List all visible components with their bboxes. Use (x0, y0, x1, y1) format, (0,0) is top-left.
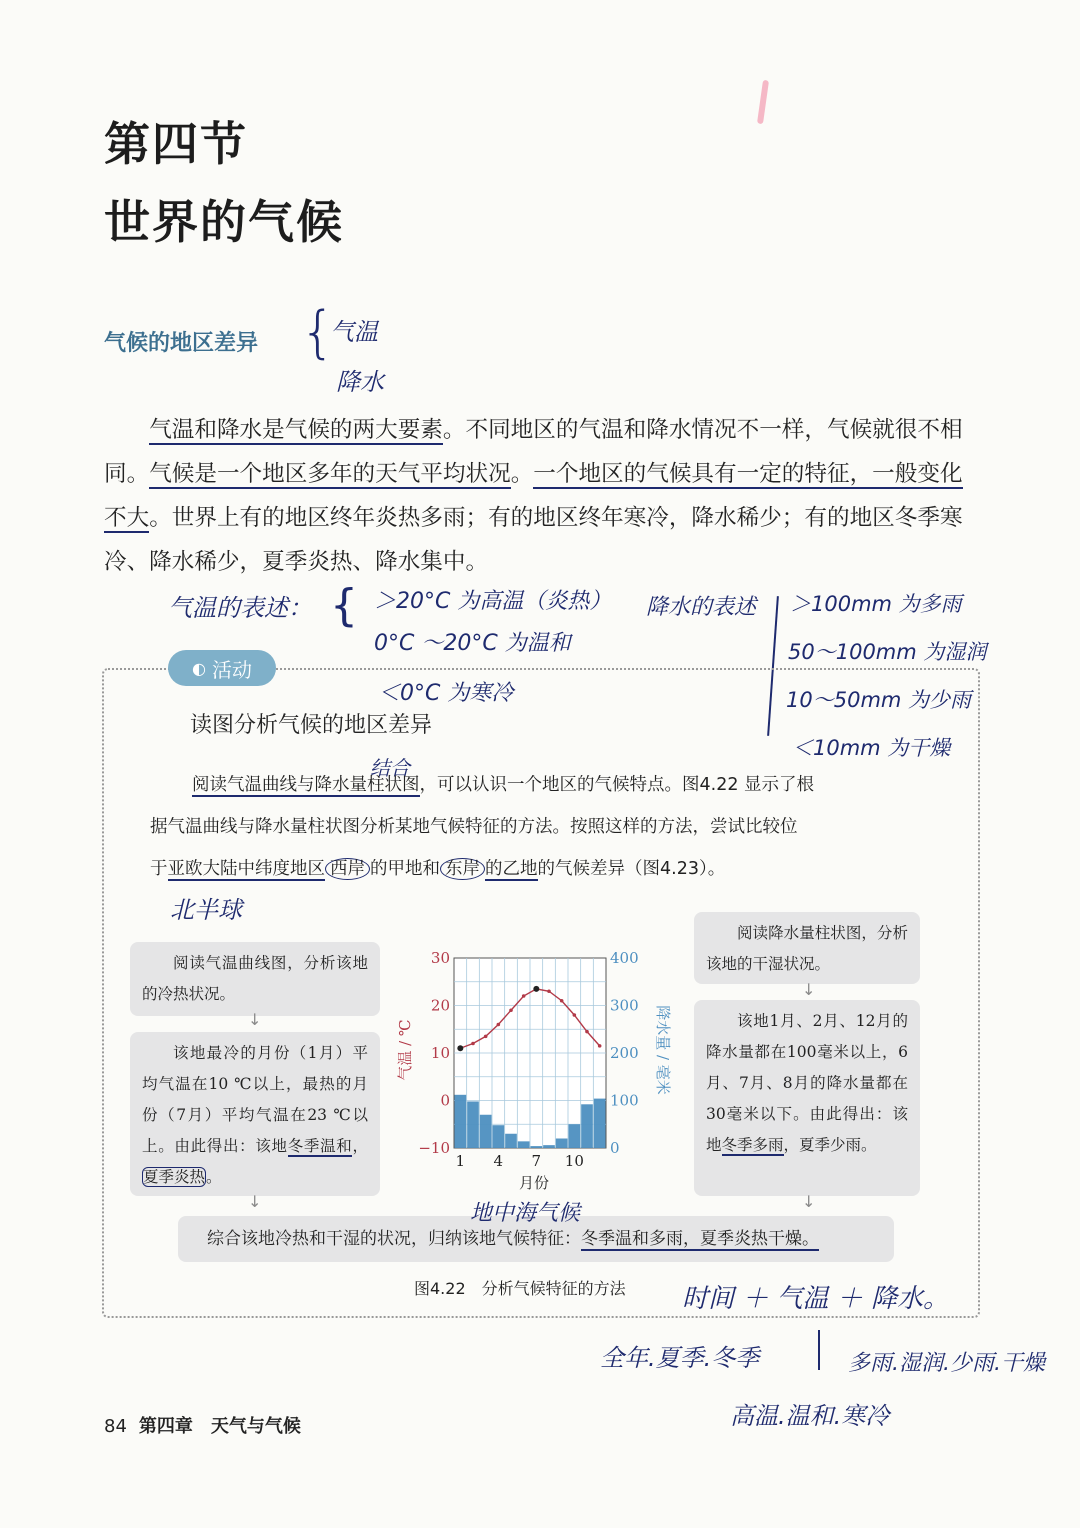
temp-axis-label: 气温 / ℃ (396, 1019, 414, 1081)
temp-tick-label: −10 (418, 1139, 450, 1157)
precip-tick-label: 300 (610, 996, 639, 1015)
left-box-1-text: 阅读气温曲线图，分析该地的冷热状况。 (142, 954, 368, 1003)
highlighter-mark (757, 80, 769, 124)
precip-bar (531, 1146, 543, 1148)
precip-tick-label: 100 (610, 1091, 639, 1110)
temp-tick-label: 10 (430, 1044, 450, 1062)
temperature-point (560, 999, 564, 1003)
text-segment: 据气温曲线与降水量柱状图分析某地气候特征的方法。按照这样的方法，尝试比较位 (150, 817, 798, 837)
left-box-2-text: 该地最冷的月份（1月）平均气温在10 ℃以上，最热的月份（7月）平均气温在23 ℃以上。由此得出：该地 (142, 1044, 368, 1155)
right-box-2-text: 该地1月、2月、12月的降水量都在100毫米以上，6月、7月、8月的降水量都在30毫米以下。由此得出：该地 (706, 1012, 908, 1154)
page-number: 84 (104, 1416, 127, 1437)
precip-bar (581, 1104, 593, 1148)
temperature-point (573, 1013, 577, 1017)
temp-note-line: ＞20°C 为高温（炎热） (374, 589, 612, 614)
body-paragraph (104, 408, 984, 584)
month-axis-ticks (456, 1152, 584, 1170)
text-segment: ， (352, 1137, 368, 1155)
note-temperature: 气温 (330, 318, 378, 346)
activity-title: 读图分析气候的地区差异 (190, 713, 433, 738)
precip-note-line: 50～100mm 为湿润 (788, 640, 987, 664)
temperature-point (585, 1030, 589, 1034)
note-north-hemisphere: 北半球 (170, 896, 242, 924)
precip-tick-label: 0 (610, 1139, 620, 1157)
climate-chart (392, 940, 692, 1200)
precip-bar (543, 1145, 555, 1148)
activity-underline: 阅读气温曲线与降水量柱状图 (192, 775, 420, 795)
note-formula: 时间 ＋ 气温 ＋ 降水。 (682, 1284, 950, 1314)
month-axis-label: 月份 (518, 1174, 550, 1192)
temp-tick-label: 0 (440, 1091, 450, 1110)
text-segment: ，可以认识一个地区的气候特点。图4.22 显示了根 (419, 775, 815, 795)
activity-tag (168, 650, 276, 686)
activity-paragraph (150, 764, 950, 890)
underline-place: 的乙地 (485, 859, 538, 879)
precip-bar (455, 1095, 467, 1148)
underline-3: 一个地区的气候具有一定的特征，一般变化不大 (104, 461, 963, 531)
summary-conclusion: 冬季温和多雨，夏季炎热干燥。 (581, 1229, 819, 1249)
precip-bar (480, 1115, 492, 1148)
section-number: 第四节 (104, 117, 248, 171)
figure-title: 分析气候特征的方法 (481, 1279, 626, 1298)
temp-note-line: 0°C ～20°C 为温和 (374, 631, 571, 656)
text-segment: ，夏季少雨。 (783, 1136, 877, 1154)
note-temp: 高温.温和.寒冷 (730, 1402, 890, 1430)
section-heading: 气候的地区差异 (104, 330, 259, 356)
summary-text: 综合该地冷热和干湿的状况，归纳该地气候特征： (207, 1229, 581, 1249)
page-footer (104, 1412, 301, 1438)
text-segment: 。不同地区的气温和降水情况不一样，气候就很不相同。 (104, 417, 963, 487)
activity-icon: ◐ (192, 658, 206, 678)
figure-number: 图4.22 (414, 1279, 466, 1298)
right-box-2 (694, 1000, 920, 1196)
precip-bar (594, 1099, 606, 1148)
page-title: 世界的气候 (104, 195, 344, 249)
text-segment: 于 (150, 859, 168, 879)
precip-bar (493, 1125, 505, 1148)
brace-icon: { (330, 580, 358, 631)
temp-note-line: ＜0°C 为寒冷 (378, 681, 514, 706)
temp-tick-label: 30 (430, 949, 450, 967)
precip-bar (505, 1134, 517, 1148)
note-combined: 结合 (370, 756, 410, 780)
month-tick-label: 7 (531, 1152, 542, 1170)
arrow-down-icon: ↓ (248, 1010, 262, 1029)
figure-caption (414, 1276, 626, 1299)
winter-mild: 冬季温和 (287, 1137, 353, 1155)
precip-bar (556, 1139, 568, 1149)
temperature-point (598, 1044, 602, 1048)
text-segment: 。 (510, 461, 534, 487)
precip-tick-label: 200 (610, 1044, 639, 1062)
brace-icon: { (300, 300, 336, 365)
precip-notes-label: 降水的表述 (646, 595, 757, 620)
left-box-1 (130, 942, 380, 1016)
note-precip: 多雨.湿润.少雨.干燥 (848, 1351, 1045, 1376)
month-tick-label: 10 (564, 1152, 584, 1170)
circled-east-coast: 东岸 (440, 858, 485, 880)
month-tick-label: 1 (455, 1152, 466, 1170)
temp-notes-label: 气温的表述： (168, 594, 312, 622)
temperature-point (497, 1023, 501, 1027)
arrow-down-icon: ↓ (802, 980, 816, 999)
precip-axis-label: 降水量 / 毫米 (654, 1005, 672, 1095)
left-box-2 (130, 1032, 380, 1196)
temp-tick-label: 20 (430, 996, 450, 1015)
text-segment: 的气候差异（图4.23）。 (537, 859, 726, 879)
precip-bar (569, 1124, 581, 1148)
chapter-label: 第四章 天气与气候 (138, 1416, 301, 1437)
note-mediterranean: 地中海气候 (470, 1201, 581, 1226)
right-box-1 (694, 912, 920, 984)
summer-hot: 夏季炎热 (143, 1168, 206, 1186)
note-precipitation: 降水 (336, 368, 384, 396)
temperature-point (522, 994, 526, 998)
temperature-point (471, 1042, 475, 1046)
activity-tag-label: 活动 (211, 657, 252, 682)
temperature-point (533, 986, 539, 992)
precip-tick-label: 400 (610, 949, 639, 967)
temperature-point (484, 1035, 488, 1039)
precip-axis-ticks (610, 949, 639, 1157)
text-segment: 的甲地和 (370, 859, 440, 879)
underline-2: 气候是一个地区多年的天气平均状况 (149, 461, 511, 487)
precip-note-line: ＞100mm 为多雨 (790, 592, 962, 616)
text-segment: 。 (206, 1168, 222, 1186)
winter-rainy: 冬季多雨 (721, 1136, 784, 1154)
arrow-down-icon: ↓ (802, 1192, 816, 1211)
text-segment: 。世界上有的地区终年炎热多雨；有的地区终年寒冷，降水稀少；有的地区冬季寒冷、降水稀少，夏季炎热、降水集中。 (104, 505, 963, 575)
precip-note-line: 10～50mm 为少雨 (786, 688, 972, 712)
arrow-down-icon: ↓ (248, 1192, 262, 1211)
temperature-point (457, 1045, 463, 1051)
temp-axis-ticks (418, 949, 450, 1157)
temperature-point (547, 989, 551, 993)
month-tick-label: 4 (493, 1152, 504, 1170)
precip-bar (467, 1101, 479, 1148)
underline-region: 亚欧大陆中纬度地区 (167, 859, 325, 879)
underline-1: 气温和降水是气候的两大要素 (149, 417, 443, 443)
temperature-point (509, 1008, 513, 1012)
divider-stroke (818, 1330, 820, 1370)
circled-west-coast: 西岸 (325, 858, 370, 880)
right-box-1-text: 阅读降水量柱状图，分析该地的干湿状况。 (706, 924, 908, 973)
precip-note-line: ＜10mm 为干燥 (792, 736, 951, 760)
note-time: 全年.夏季.冬季 (600, 1344, 760, 1372)
precip-bar (518, 1141, 530, 1148)
